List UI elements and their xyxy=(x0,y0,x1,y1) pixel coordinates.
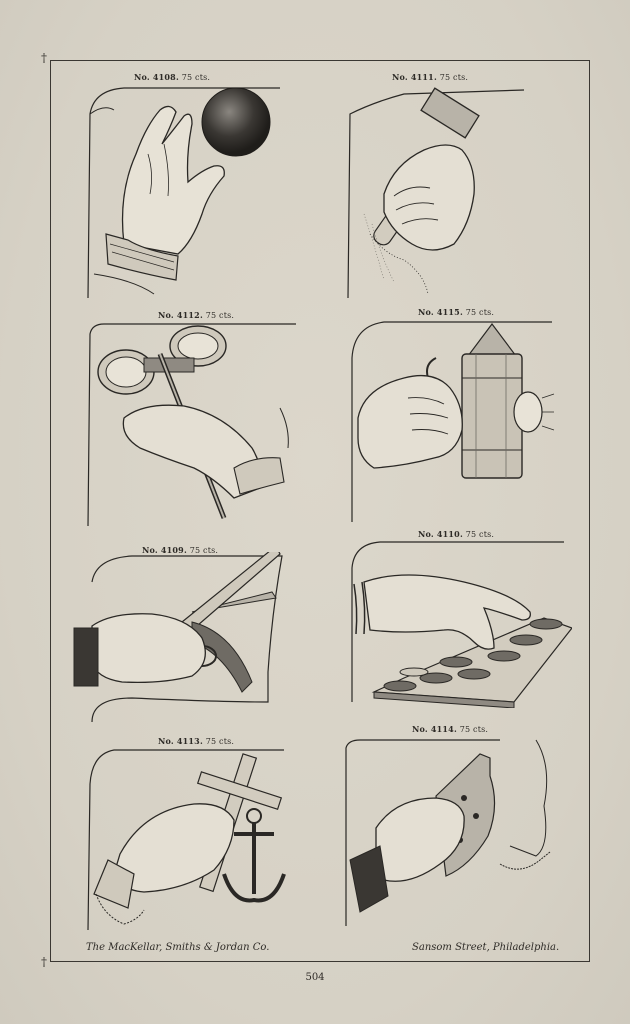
illustration-hand-with-lantern xyxy=(344,318,556,526)
illustration-hand-with-scissors xyxy=(72,552,300,736)
footer-address: Sansom Street, Philadelphia. xyxy=(412,942,560,953)
item-label-4108: No. 4108. 75 cts. xyxy=(134,72,211,82)
item-label-4109: No. 4109. 75 cts. xyxy=(142,545,219,555)
illustration-hand-with-hammer xyxy=(344,84,544,300)
frame-corner-ornament-bottom: † xyxy=(41,955,47,969)
illustration-hand-with-cross-and-anchor xyxy=(84,744,296,934)
item-label-4114: No. 4114. 75 cts. xyxy=(412,724,489,734)
frame-corner-ornament-top: † xyxy=(41,51,47,65)
illustration-hand-with-pistol xyxy=(340,736,566,932)
item-label-4113: No. 4113. 75 cts. xyxy=(158,736,235,746)
illustration-hand-with-ball xyxy=(84,84,284,300)
page-number: 504 xyxy=(305,972,325,983)
item-label-4115: No. 4115. 75 cts. xyxy=(418,307,495,317)
item-label-4112: No. 4112. 75 cts. xyxy=(158,310,235,320)
item-label-4111: No. 4111. 75 cts. xyxy=(392,72,469,82)
illustration-hand-with-checkers xyxy=(344,538,572,708)
item-label-4110: No. 4110. 75 cts. xyxy=(418,529,495,539)
illustration-hand-with-opera-glasses xyxy=(84,318,300,530)
footer-publisher: The MacKellar, Smiths & Jordan Co. xyxy=(86,942,270,953)
